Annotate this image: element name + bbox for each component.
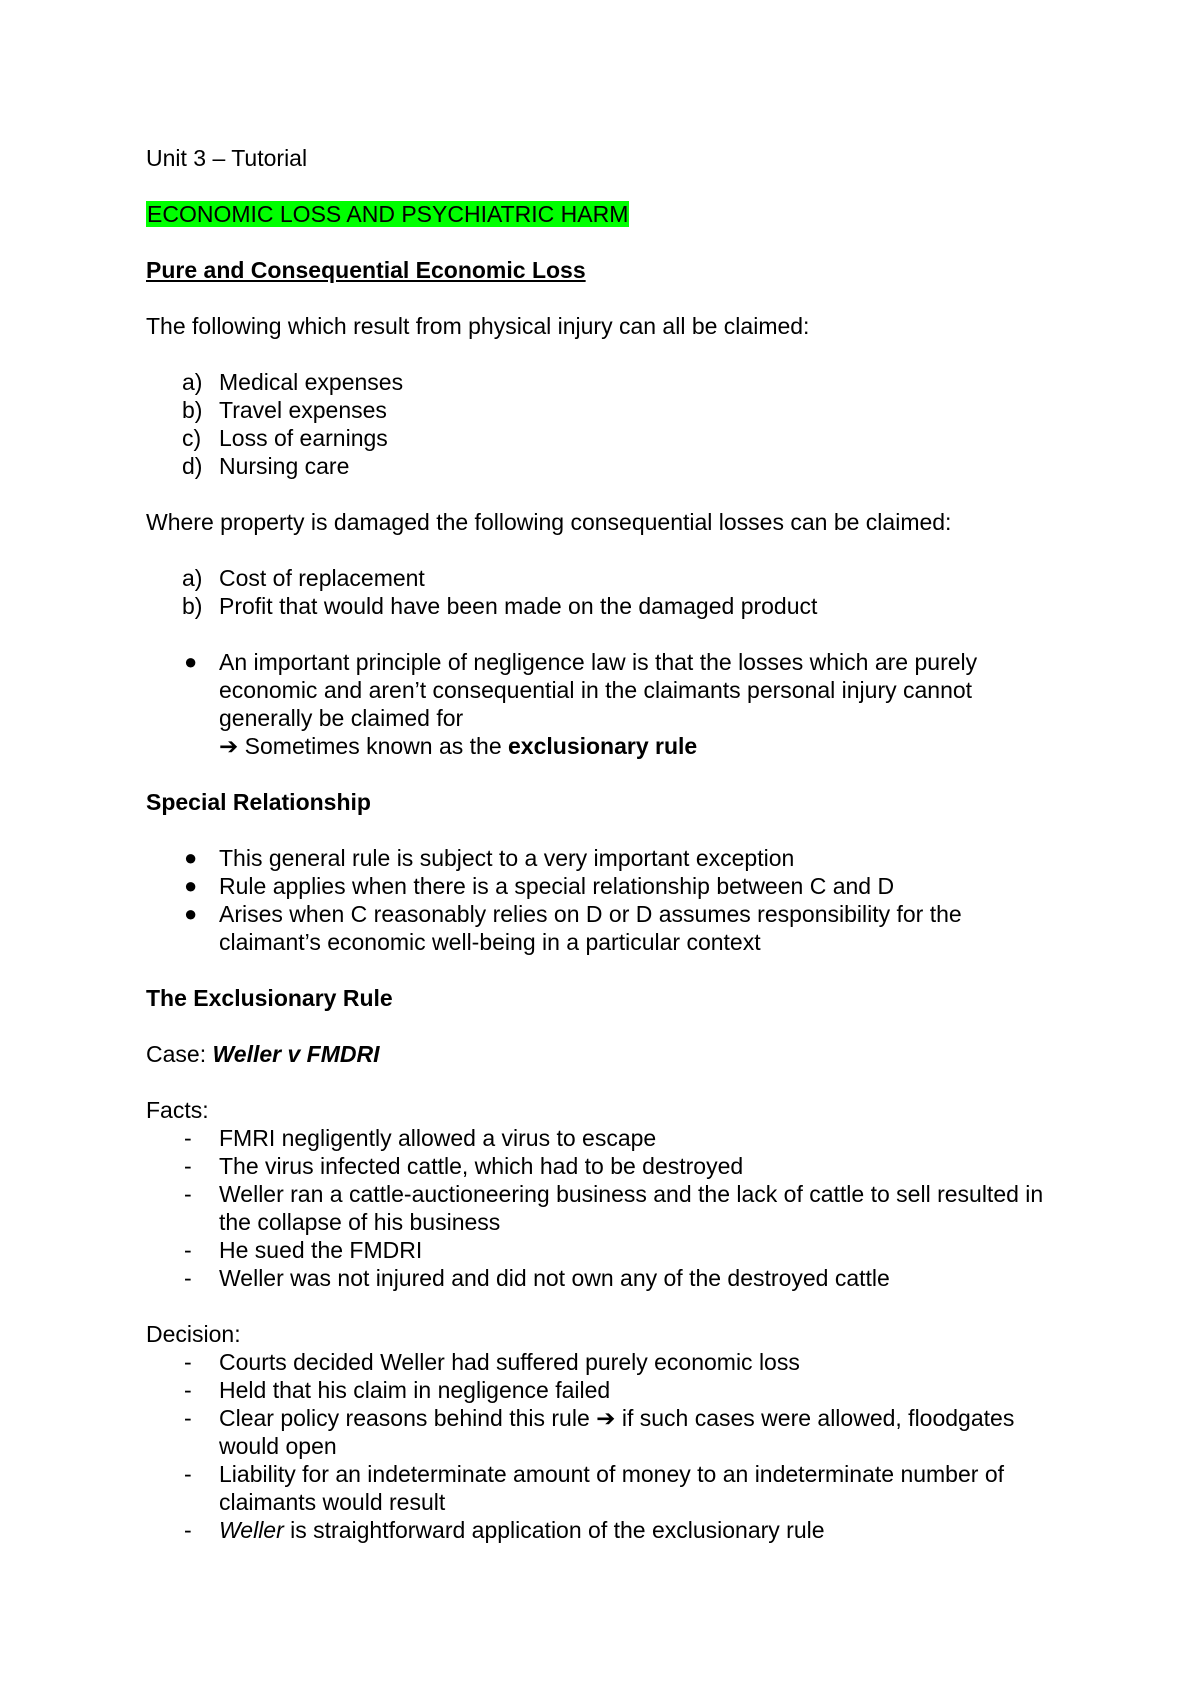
physical-injury-list (146, 368, 1066, 480)
list-item-text: Held that his claim in negligence failed (219, 1377, 611, 1403)
list-item (146, 900, 1066, 956)
list-item (146, 1460, 1066, 1516)
policy-suffix: if such cases were allowed, floodgates would open (219, 1405, 1015, 1459)
dash-marker: - (184, 1153, 192, 1179)
dash-marker: - (184, 1237, 192, 1263)
list-item (146, 1180, 1066, 1236)
list-item-text: The virus infected cattle, which had to be destroyed (219, 1153, 744, 1179)
arrow-right-icon: ➔ (219, 733, 239, 759)
dash-marker: - (184, 1181, 192, 1207)
list-item-text: Cost of replacement (219, 565, 425, 591)
list-item-text: Weller was not injured and did not own any of the destroyed cattle (219, 1265, 890, 1291)
list-item-text: Weller ran a cattle-auctioneering business and the lack of cattle to sell resulted in the collapse of his business (219, 1181, 1044, 1235)
list-marker: a) (182, 369, 203, 395)
list-item (146, 1404, 1066, 1460)
section-heading-special-relationship: Special Relationship (146, 789, 371, 815)
document-page (146, 144, 1066, 1544)
dash-marker: - (184, 1405, 192, 1431)
list-item (146, 844, 1066, 872)
list-item-text: is straightforward application of the exclusionary rule (283, 1517, 825, 1543)
main-heading (146, 200, 1066, 228)
list-item (146, 872, 1066, 900)
decision-label: Decision: (146, 1321, 241, 1347)
list-item-text: Travel expenses (219, 397, 387, 423)
section-heading-economic-loss (146, 256, 1066, 284)
list-item (146, 564, 1066, 592)
list-item-text: Profit that would have been made on the damaged product (219, 593, 818, 619)
list-item (146, 1152, 1066, 1180)
document-title: Unit 3 – Tutorial (146, 145, 308, 171)
section-heading-economic-loss-text: Pure and Consequential Economic Loss (146, 257, 586, 283)
list-item (146, 648, 1066, 732)
list-marker: b) (182, 593, 203, 619)
arrow-right-icon: ➔ (596, 1405, 616, 1431)
list-item-text: This general rule is subject to a very important exception (219, 845, 795, 871)
list-item-text: FMRI negligently allowed a virus to escape (219, 1125, 657, 1151)
case-name: Weller v FMDRI (212, 1041, 380, 1067)
property-damage-list (146, 564, 1066, 620)
exclusionary-rule-note (146, 732, 1066, 760)
main-heading-highlight: ECONOMIC LOSS AND PSYCHIATRIC HARM (147, 201, 629, 227)
list-item-text: Rule applies when there is a special relationship between C and D (219, 873, 895, 899)
facts-list (146, 1124, 1066, 1292)
special-relationship-list (146, 844, 1066, 956)
bullet-icon: ● (184, 901, 198, 926)
bullet-icon: ● (184, 873, 198, 898)
list-item-text: Medical expenses (219, 369, 404, 395)
list-item (146, 396, 1066, 424)
physical-injury-intro: The following which result from physical injury can all be claimed: (146, 313, 810, 339)
case-label: Case: (146, 1041, 213, 1067)
list-marker: b) (182, 397, 203, 423)
bullet-icon: ● (184, 845, 198, 870)
property-damage-intro: Where property is damaged the following consequential losses can be claimed: (146, 509, 952, 535)
list-item (146, 1264, 1066, 1292)
list-item (146, 1516, 1066, 1544)
list-item (146, 1236, 1066, 1264)
list-item-text: Liability for an indeterminate amount of money to an indeterminate number of claimants would result (219, 1461, 1004, 1515)
list-item (146, 424, 1066, 452)
list-item-text: Nursing care (219, 453, 350, 479)
decision-list (146, 1348, 1066, 1544)
list-item-text: Loss of earnings (219, 425, 388, 451)
list-marker: a) (182, 565, 203, 591)
dash-marker: - (184, 1377, 192, 1403)
list-item (146, 1376, 1066, 1404)
principle-list (146, 648, 1066, 732)
case-reference: Weller (219, 1517, 284, 1543)
facts-label: Facts: (146, 1097, 209, 1123)
exclusionary-rule-term: exclusionary rule (508, 733, 698, 759)
list-item (146, 452, 1066, 480)
list-marker: c) (182, 425, 202, 451)
exclusionary-rule-prefix: Sometimes known as the (244, 733, 509, 759)
policy-prefix: Clear policy reasons behind this rule (219, 1405, 597, 1431)
section-heading-exclusionary-rule: The Exclusionary Rule (146, 985, 393, 1011)
list-item-text: He sued the FMDRI (219, 1237, 423, 1263)
list-item (146, 592, 1066, 620)
list-item (146, 1124, 1066, 1152)
dash-marker: - (184, 1125, 192, 1151)
principle-text: An important principle of negligence law is that the losses which are purely economic and aren’t consequential in the claimants personal injury cannot generally be claimed for (219, 649, 978, 731)
list-item-text: Courts decided Weller had suffered purely economic loss (219, 1349, 800, 1375)
case-line (146, 1040, 1066, 1068)
dash-marker: - (184, 1517, 192, 1543)
list-marker: d) (182, 453, 203, 479)
dash-marker: - (184, 1349, 192, 1375)
list-item (146, 368, 1066, 396)
bullet-icon: ● (184, 649, 198, 674)
list-item-text: Arises when C reasonably relies on D or D assumes responsibility for the claimant’s economic well-being in a particular context (219, 901, 962, 955)
list-item (146, 1348, 1066, 1376)
dash-marker: - (184, 1461, 192, 1487)
dash-marker: - (184, 1265, 192, 1291)
